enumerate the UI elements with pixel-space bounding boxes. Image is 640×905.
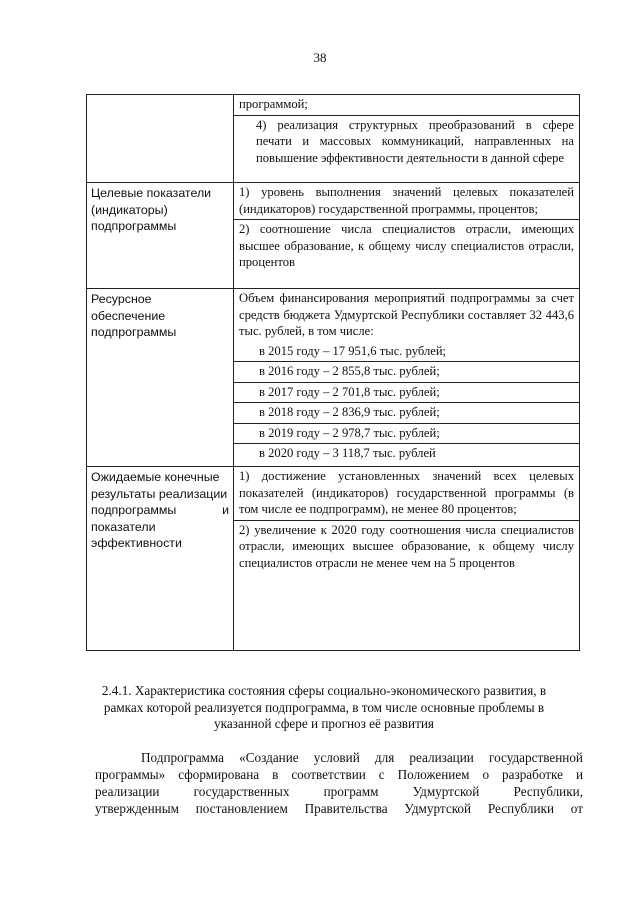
paragraph-line: утвержденным постановлением Правительства Удмуртской Республики от — [95, 801, 583, 816]
task-line: программой; — [239, 97, 308, 111]
body-paragraph — [95, 749, 583, 817]
funding-year: в 2019 году – 2 978,7 тыс. рублей; — [234, 423, 579, 444]
row-label-expected-results — [87, 467, 234, 651]
row-label-expected-results-c: показатели эффективности — [91, 519, 182, 550]
table-row — [87, 467, 580, 651]
indicator-item-1: 1) уровень выполнения значений целевых показателей (индикаторов) государственной программы, процентов; — [239, 185, 574, 216]
page-number: 38 — [313, 50, 327, 65]
funding-intro: Объем финансирования мероприятий подпрограммы за счет средств бюджета Удмуртской Республики составляет 32 443,6 тыс. рублей, в том числе: — [239, 291, 574, 338]
funding-year: в 2016 году – 2 855,8 тыс. рублей; — [234, 361, 579, 382]
row-label-expected-results-b1: подпрограммы — [91, 503, 177, 517]
row-label-expected-results-b2: и — [222, 503, 229, 517]
funding-year: в 2020 году – 3 118,7 тыс. рублей — [234, 443, 579, 464]
funding-year: в 2017 году – 2 701,8 тыс. рублей; — [234, 382, 579, 403]
funding-year: в 2018 году – 2 836,9 тыс. рублей; — [234, 402, 579, 423]
table-row — [87, 95, 580, 183]
paragraph-line: реализации государственных программ Удмуртской Республики, — [95, 784, 583, 799]
subprogram-passport-table — [86, 94, 580, 651]
result-item-1: 1) достижение установленных значений всех целевых показателей (индикаторов) государственной программы (в том числе ее подпрограмм), не менее 80 процентов; — [239, 469, 574, 516]
row-label-empty — [87, 95, 234, 183]
paragraph-line: программы» сформирована в соответствии с Положением о разработке и — [95, 767, 583, 782]
table-row — [87, 183, 580, 289]
indicator-item-2: 2) соотношение числа специалистов отрасли, имеющих высшее образование, к общему числу специалистов отрасли, процентов — [234, 219, 579, 273]
result-item-2: 2) увеличение к 2020 году соотношения числа специалистов отрасли, имеющих высшее образование, к общему числу специалистов отрасли не менее чем на 5 процентов — [234, 520, 579, 574]
table-row — [87, 289, 580, 467]
row-label-expected-results-a: Ожидаемые конечные результаты реализации — [91, 470, 228, 501]
row-label-target-indicators: Целевые показатели (индикаторы) подпрограммы — [87, 183, 234, 289]
task-item-4: 4) реализация структурных преобразований в сфере печати и массовых коммуникаций, направленных на повышение эффективности деятельности в данной сфере — [234, 115, 579, 169]
row-label-resource-support: Ресурсное обеспечение подпрограммы — [87, 289, 234, 467]
funding-year: в 2015 году – 17 951,6 тыс. рублей; — [259, 343, 447, 358]
paragraph-line: Подпрограмма «Создание условий для реализации государственной — [141, 750, 583, 765]
section-heading: 2.4.1. Характеристика состояния сферы социально-экономического развития, в рамках которой реализуется подпрограмма, в том числе основные проблемы в указанной сфере и прогноз её развития — [101, 683, 547, 731]
